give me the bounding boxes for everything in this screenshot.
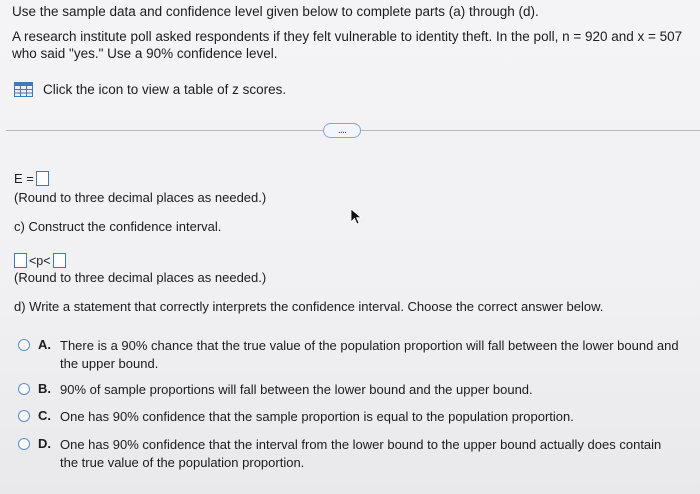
choice-text[interactable]: One has 90% confidence that the interval from the lower bound to the upper bound actually does contain the true value of the population proportion. bbox=[60, 437, 662, 470]
choice-letter: A. bbox=[38, 337, 51, 352]
radio-button-b[interactable] bbox=[18, 383, 30, 395]
choice-c[interactable] bbox=[18, 408, 680, 426]
z-table-link[interactable] bbox=[14, 82, 286, 97]
instructions-text: Use the sample data and confidence level given below to complete parts (a) through (d). bbox=[12, 4, 539, 19]
interval-inequality: <p< bbox=[29, 253, 51, 268]
expand-more-button[interactable]: .... bbox=[323, 123, 361, 138]
choice-letter: D. bbox=[38, 436, 51, 451]
rounding-hint-c: (Round to three decimal places as needed.) bbox=[14, 270, 267, 285]
choice-text[interactable]: 90% of sample proportions will fall between the lower bound and the upper bound. bbox=[60, 382, 533, 397]
z-table-link-text[interactable]: Click the icon to view a table of z scores. bbox=[43, 82, 287, 97]
choice-text[interactable]: One has 90% confidence that the sample proportion is equal to the population proportion. bbox=[60, 409, 574, 424]
choice-d[interactable] bbox=[18, 436, 680, 472]
margin-of-error-row bbox=[14, 171, 49, 186]
problem-statement: A research institute poll asked respondents if they felt vulnerable to identity theft. In the poll, n = 920 and x = 507 who said "yes." Use a 90% confidence level. bbox=[12, 29, 683, 61]
radio-button-a[interactable] bbox=[18, 339, 30, 351]
radio-button-d[interactable] bbox=[18, 438, 30, 450]
part-d-question: d) Write a statement that correctly interprets the confidence interval. Choose the correct answer below. bbox=[14, 299, 604, 314]
margin-of-error-input[interactable] bbox=[36, 171, 49, 186]
margin-of-error-label: E = bbox=[14, 171, 34, 186]
choice-letter: C. bbox=[38, 408, 51, 423]
table-grid-icon[interactable] bbox=[14, 82, 33, 97]
confidence-interval-row bbox=[14, 253, 66, 268]
upper-bound-input[interactable] bbox=[53, 253, 66, 268]
choice-text[interactable]: There is a 90% chance that the true value of the population proportion will fall between the lower bound and the upper bound. bbox=[60, 338, 679, 371]
rounding-hint-b: (Round to three decimal places as needed.) bbox=[14, 190, 267, 205]
choice-letter: B. bbox=[38, 381, 51, 396]
choice-a[interactable] bbox=[18, 337, 680, 373]
part-c-question: c) Construct the confidence interval. bbox=[14, 219, 222, 234]
radio-button-c[interactable] bbox=[18, 410, 30, 422]
mouse-cursor-icon bbox=[350, 208, 364, 226]
choice-b[interactable] bbox=[18, 381, 680, 399]
lower-bound-input[interactable] bbox=[14, 253, 27, 268]
